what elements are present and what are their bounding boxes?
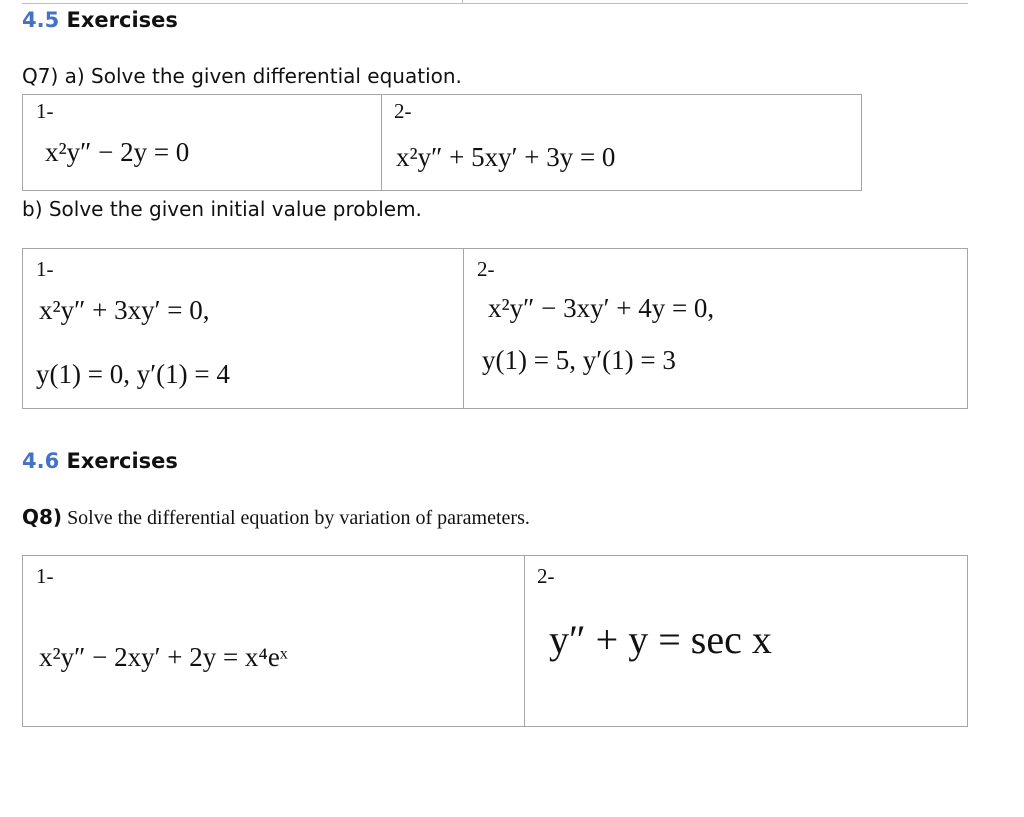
cell-label: 1-	[36, 257, 54, 281]
initial-condition: y(1) = 0, y′(1) = 4	[36, 359, 230, 389]
cell-label: 2-	[477, 257, 495, 281]
top-border-divider	[462, 0, 463, 3]
q8-prompt	[22, 505, 530, 530]
cell-label: 2-	[394, 99, 412, 123]
q7-a-cell-2	[382, 95, 862, 191]
q7-a-cell-1	[23, 95, 382, 191]
section-heading-4-6	[22, 449, 178, 473]
equation: x²y″ + 3xy′ = 0,	[39, 295, 210, 325]
q7-b-table	[22, 248, 968, 409]
q8-cell-1	[23, 556, 525, 727]
q8-text: Solve the differential equation by variation of parameters.	[62, 507, 530, 529]
section-title: Exercises	[66, 449, 178, 473]
q8-label: Q8)	[22, 505, 63, 529]
cell-label: 1-	[36, 99, 54, 123]
section-title: Exercises	[66, 8, 178, 32]
q7-a-prompt: Q7) a) Solve the given differential equation.	[22, 64, 462, 88]
equation: x²y″ − 3xy′ + 4y = 0,	[488, 293, 715, 323]
section-number: 4.6	[22, 449, 60, 473]
q7-a-table	[22, 94, 862, 191]
q8-table	[22, 555, 968, 727]
equation: x²y″ − 2xy′ + 2y = x⁴eˣ	[39, 642, 288, 672]
section-heading-4-5	[22, 8, 178, 32]
q7-b-cell-2	[464, 249, 968, 409]
top-border-rule	[22, 0, 968, 4]
q8-cell-2	[525, 556, 968, 727]
equation: x²y″ + 5xy′ + 3y = 0	[396, 142, 616, 172]
cell-label: 1-	[36, 564, 54, 588]
equation: y″ + y = sec x	[549, 617, 772, 662]
q7-b-cell-1	[23, 249, 464, 409]
q7-b-prompt: b) Solve the given initial value problem.	[22, 197, 422, 221]
cell-label: 2-	[537, 564, 555, 588]
equation: x²y″ − 2y = 0	[45, 137, 190, 167]
initial-condition: y(1) = 5, y′(1) = 3	[482, 345, 676, 375]
section-number: 4.5	[22, 8, 60, 32]
